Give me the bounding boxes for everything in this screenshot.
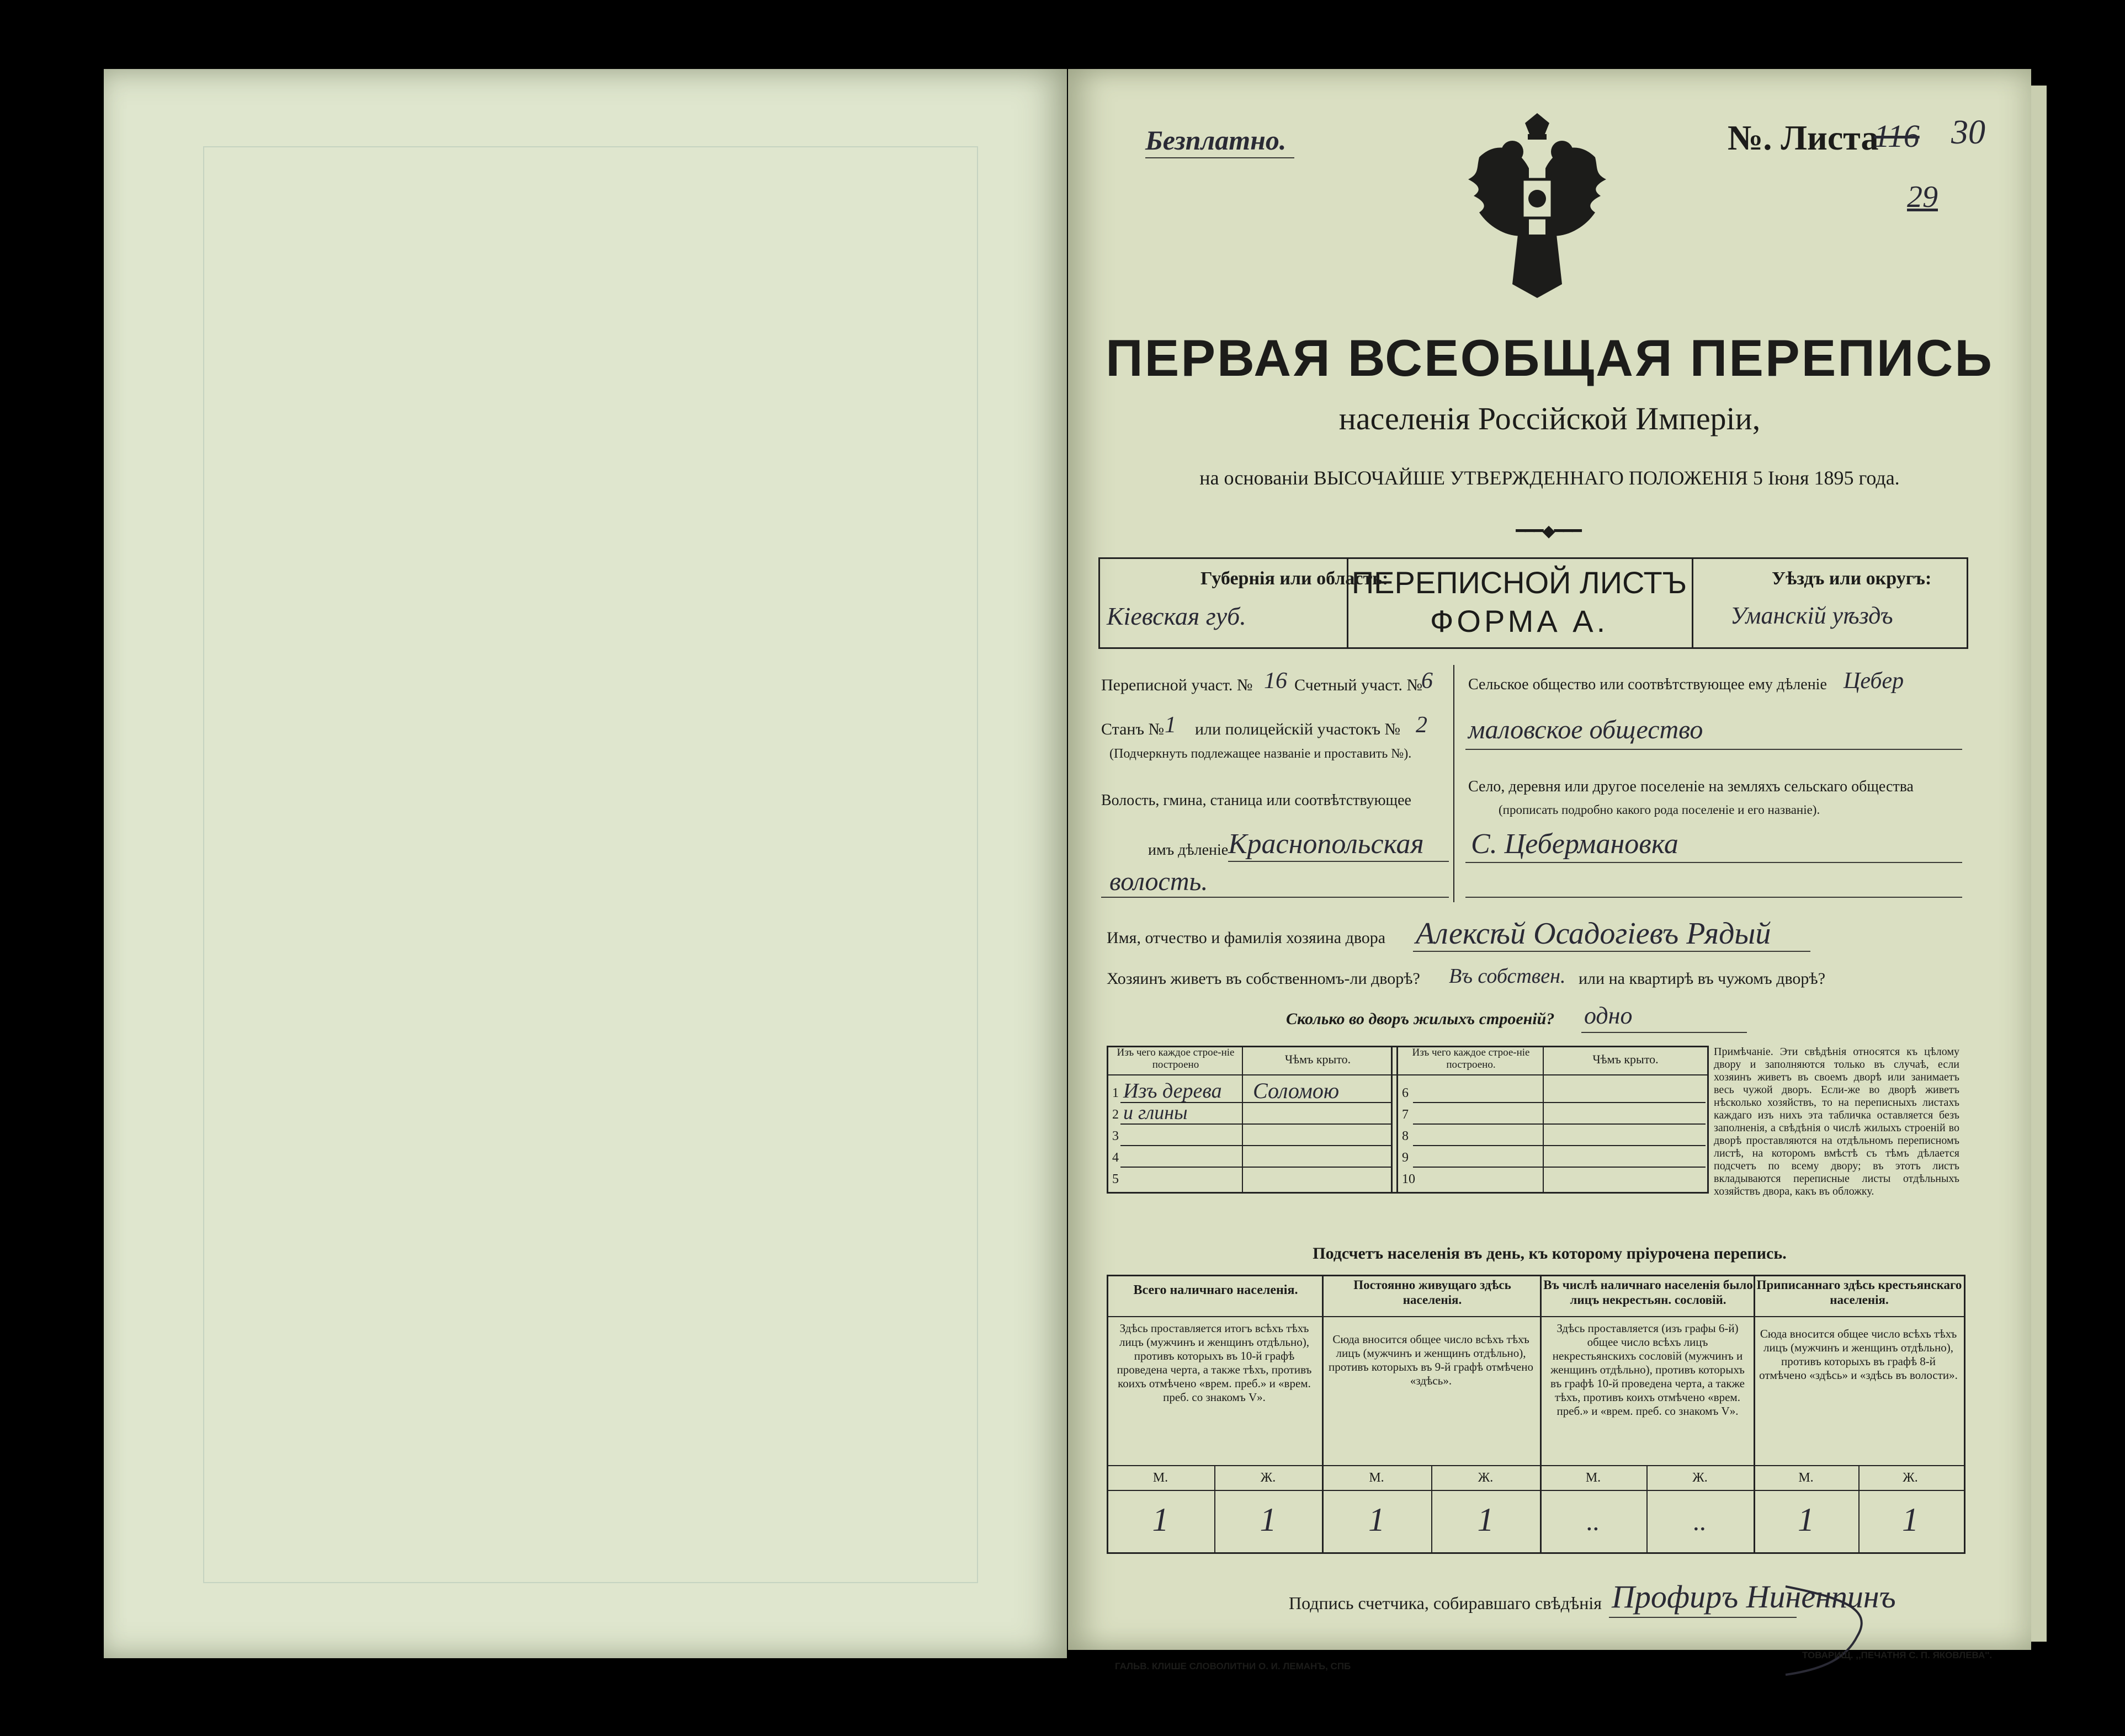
province-value: Кіевская губ.	[1107, 602, 1246, 630]
owner-home-value: Въ собствен.	[1449, 965, 1566, 988]
signature-label: Подпись счетчика, собиравшаго свѣдѣнія	[1289, 1593, 1602, 1613]
count-mz-bottom-rule	[1107, 1490, 1964, 1491]
count-value-8: 1	[1902, 1501, 1919, 1538]
sheet-number: 30	[1951, 114, 1985, 151]
row-num-1: 1	[1112, 1086, 1119, 1100]
printer-left: ГАЛЬВ. КЛИШЕ СЛОВОЛИТНИ О. И. ЛЕМАНЪ, СПБ	[1115, 1661, 1351, 1671]
province-label: Губернія или область:	[1200, 568, 1389, 589]
sheet-number-alt: 29	[1907, 180, 1938, 214]
society-value-1: Цебер	[1844, 668, 1904, 694]
owner-home-label-2: или на квартирѣ въ чужомъ дворѣ?	[1579, 970, 1826, 988]
left-blank-page	[104, 69, 1067, 1658]
signature-flourish	[1775, 1575, 1896, 1686]
building-1-roof: Соломою	[1253, 1078, 1340, 1103]
signature-line	[1609, 1617, 1797, 1618]
buildings-col3-head: Изъ чего каждое строе-ніе построено.	[1412, 1047, 1530, 1071]
count-header-rule	[1107, 1316, 1964, 1317]
count-value-6: ..	[1693, 1507, 1707, 1536]
buildings-col-rule-2b	[1396, 1046, 1398, 1192]
volost-label-2: имъ дѣленіе	[1148, 842, 1229, 859]
underline-note: (Подчеркнуть подлежащее названіе и проставить №).	[1109, 747, 1412, 761]
census-section-label: Переписной участ. №	[1101, 676, 1253, 694]
police-label: или полицейскій участокъ №	[1195, 720, 1401, 738]
row-num-3: 3	[1112, 1129, 1119, 1143]
census-title: ПЕРВАЯ ВСЕОБЩАЯ ПЕРЕПИСЬ	[1106, 329, 1994, 387]
stan-label: Станъ №	[1101, 720, 1165, 738]
row-num-10: 10	[1402, 1172, 1415, 1186]
row-num-4: 4	[1112, 1151, 1119, 1165]
village-label: Село, деревня или другое поселеніе на земляхъ сельскаго общества	[1468, 778, 1914, 795]
count-col2-head: Постоянно живущаго здѣсь населенія.	[1353, 1278, 1511, 1307]
society-value-2: маловское общество	[1468, 715, 1703, 744]
society-label: Сельское общество или соотвѣтствующее ему дѣленіе	[1468, 676, 1827, 693]
count-value-5: ..	[1586, 1507, 1600, 1536]
count-value-1: 1	[1152, 1501, 1169, 1538]
printer-right: ТОВАРИЩ. ,,ПЕЧАТНЯ С. П. ЯКОВЛЕВА''.	[1802, 1650, 1993, 1660]
count-c2-m: М.	[1369, 1471, 1384, 1485]
form-letter: ФОРМА А.	[1430, 604, 1609, 638]
count-col3-text: Здѣсь проставляется (изъ графы 6-й) общее число всѣхъ лицъ некрестьянскихъ сословій (мужчинъ и женщинъ отдѣльно), противъ которыхъ въ графѣ 10-й проведена черта, а также тѣхъ, противъ коихъ отмѣчено «врем. преб.» и «врем. преб. со знакомъ V».	[1550, 1322, 1745, 1418]
row-rule-8	[1413, 1145, 1706, 1146]
village-value: С. Цебермановка	[1471, 828, 1678, 860]
owner-home-label-1: Хозяинъ живетъ въ собственномъ-ли дворѣ?	[1107, 970, 1420, 988]
buildings-header-rule	[1107, 1074, 1708, 1075]
free-label: Безплатно.	[1145, 125, 1287, 156]
row-rule-7	[1413, 1123, 1706, 1125]
volost-label-1: Волость, гмина, станица или соотвѣтствующее	[1101, 792, 1411, 809]
owner-line	[1413, 951, 1810, 952]
buildings-note: Примѣчаніе. Эти свѣдѣнія относятся къ цѣлому двору и заполняются только въ случаѣ, если хозяинъ живетъ въ своемъ дворѣ или занимаетъ весь чужой дворъ. Если-же во дворѣ живетъ нѣсколько хозяйствъ, то на переписныхъ листахъ каждаго изъ нихъ эта табличка оставляется безъ заполненія, а свѣдѣнія о числѣ жилыхъ строеній во дворѣ проставляются на отдѣльномъ переписномъ листѣ, на которомъ вмѣстѣ съ тѣмъ дѣлается подсчетъ по всему двору; въ этотъ листъ вкладываются переписные листы отдѣльныхъ хозяйствъ двора, какъ въ обложку.	[1714, 1046, 1959, 1197]
row-rule-6	[1413, 1102, 1706, 1103]
row-rule-4	[1120, 1167, 1391, 1168]
count-c3-zh: Ж.	[1692, 1471, 1708, 1485]
sheet-label: №. Листа	[1728, 118, 1879, 157]
count-section-label: Счетный участ. №	[1294, 676, 1423, 694]
count-col4-text: Сюда вносится общее число всѣхъ тѣхъ лицъ (мужчинъ и женщинъ отдѣльно), противъ которыхъ въ графѣ 8-й отмѣчено «здѣсь» и «здѣсь въ волости».	[1759, 1327, 1958, 1382]
count-col1-head: Всего наличнаго населенія.	[1133, 1283, 1298, 1297]
buildings-line	[1581, 1032, 1747, 1033]
count-col4-head: Приписаннаго здѣсь крестьянскаго населенія.	[1756, 1278, 1962, 1307]
count-value-7: 1	[1798, 1501, 1814, 1538]
count-value-4: 1	[1477, 1501, 1494, 1538]
building-1-material: Изъ дерева	[1123, 1079, 1222, 1103]
count-c3-m: М.	[1585, 1471, 1601, 1485]
buildings-label: Сколько во дворъ жилыхъ строеній?	[1286, 1010, 1555, 1028]
sheet-number-struck: 116	[1874, 118, 1920, 154]
count-c1-zh: Ж.	[1260, 1471, 1276, 1485]
owner-value: Алексѣй Осадогіевъ Рядый	[1416, 917, 1771, 951]
buildings-col-rule-1	[1242, 1046, 1243, 1192]
count-section-value: 6	[1421, 668, 1433, 694]
row-num-5: 5	[1112, 1172, 1119, 1186]
row-num-2: 2	[1112, 1107, 1119, 1122]
village-line-2	[1465, 897, 1962, 898]
volost-value-2: волость.	[1109, 867, 1208, 896]
building-2-material: и глины	[1123, 1101, 1188, 1123]
count-c2-zh: Ж.	[1478, 1471, 1494, 1485]
buildings-col-rule-3	[1543, 1046, 1544, 1192]
count-c4-zh: Ж.	[1903, 1471, 1918, 1485]
count-col1-text: Здѣсь проставляется итогъ всѣхъ тѣхъ лицъ (мужчинъ и женщинъ отдѣльно), противъ которыхъ въ 10-й графѣ проведена черта, а также тѣхъ, противъ коихъ отмѣчено «врем. преб.» и «врем. преб. со знакомъ V».	[1117, 1322, 1312, 1404]
village-line-1	[1465, 862, 1962, 863]
buildings-col2-head: Чѣмъ крыто.	[1284, 1052, 1351, 1066]
stan-value: 1	[1165, 712, 1176, 738]
buildings-col4-head: Чѣмъ крыто.	[1592, 1052, 1659, 1066]
count-mz-top-rule	[1107, 1465, 1964, 1466]
village-note: (прописать подробно какого рода поселеніе и его названіе).	[1499, 803, 1820, 817]
owner-label: Имя, отчество и фамилія хозяина двора	[1107, 929, 1386, 947]
volost-line-2	[1101, 897, 1449, 898]
double-headed-eagle-emblem	[1457, 108, 1617, 306]
district-label: Уѣздъ или округъ:	[1772, 568, 1932, 589]
page-edge	[2031, 86, 2047, 1642]
row-num-6: 6	[1402, 1086, 1409, 1100]
census-basis: на основаніи ВЫСОЧАЙШЕ УТВЕРЖДЕННАГО ПОЛОЖЕНІЯ 5 Іюня 1895 года.	[1199, 467, 1900, 489]
buildings-value: одно	[1584, 1002, 1633, 1029]
district-value: Уманскій уѣздъ	[1730, 602, 1893, 629]
row-rule-3	[1120, 1145, 1391, 1146]
census-form-page	[1068, 69, 2031, 1671]
count-c1-m: М.	[1152, 1471, 1168, 1485]
count-col2-text: Сюда вносится общее число всѣхъ тѣхъ лицъ (мужчинъ и женщинъ отдѣльно), противъ которыхъ въ 9-й графѣ отмѣчено «здѣсь».	[1329, 1333, 1533, 1387]
buildings-col1-head: Изъ чего каждое строе-ніе построено	[1117, 1047, 1235, 1071]
count-col3-head: Въ числѣ наличнаго населенія было лицъ некрестьян. сословій.	[1543, 1278, 1753, 1307]
fields-column-divider	[1453, 665, 1454, 902]
count-title: Подсчетъ населенія въ день, къ которому пріурочена перепись.	[1313, 1244, 1787, 1263]
police-value: 2	[1416, 712, 1427, 738]
row-num-8: 8	[1402, 1129, 1409, 1143]
signature-value: Профиръ Ниненпинъ	[1612, 1579, 1896, 1615]
faint-grid-bleedthrough	[203, 146, 978, 1583]
count-value-2: 1	[1260, 1501, 1277, 1538]
society-line	[1465, 749, 1962, 750]
row-num-7: 7	[1402, 1107, 1409, 1122]
row-num-9: 9	[1402, 1151, 1409, 1165]
census-section-value: 16	[1264, 668, 1287, 694]
volost-line-1	[1228, 861, 1449, 862]
count-value-3: 1	[1368, 1501, 1385, 1538]
form-title: ПЕРЕПИСНОЙ ЛИСТЪ	[1351, 565, 1687, 600]
ornament-divider: ━━━◆━━━	[1516, 522, 1581, 540]
count-c4-m: М.	[1798, 1471, 1814, 1485]
buildings-col-rule-2	[1391, 1046, 1393, 1192]
free-underline	[1145, 157, 1294, 158]
form-header-divider-2	[1692, 557, 1693, 647]
volost-value-1: Краснопольская	[1228, 828, 1424, 860]
census-subtitle: населенія Россійской Имперіи,	[1338, 401, 1761, 436]
row-rule-9	[1413, 1167, 1706, 1168]
